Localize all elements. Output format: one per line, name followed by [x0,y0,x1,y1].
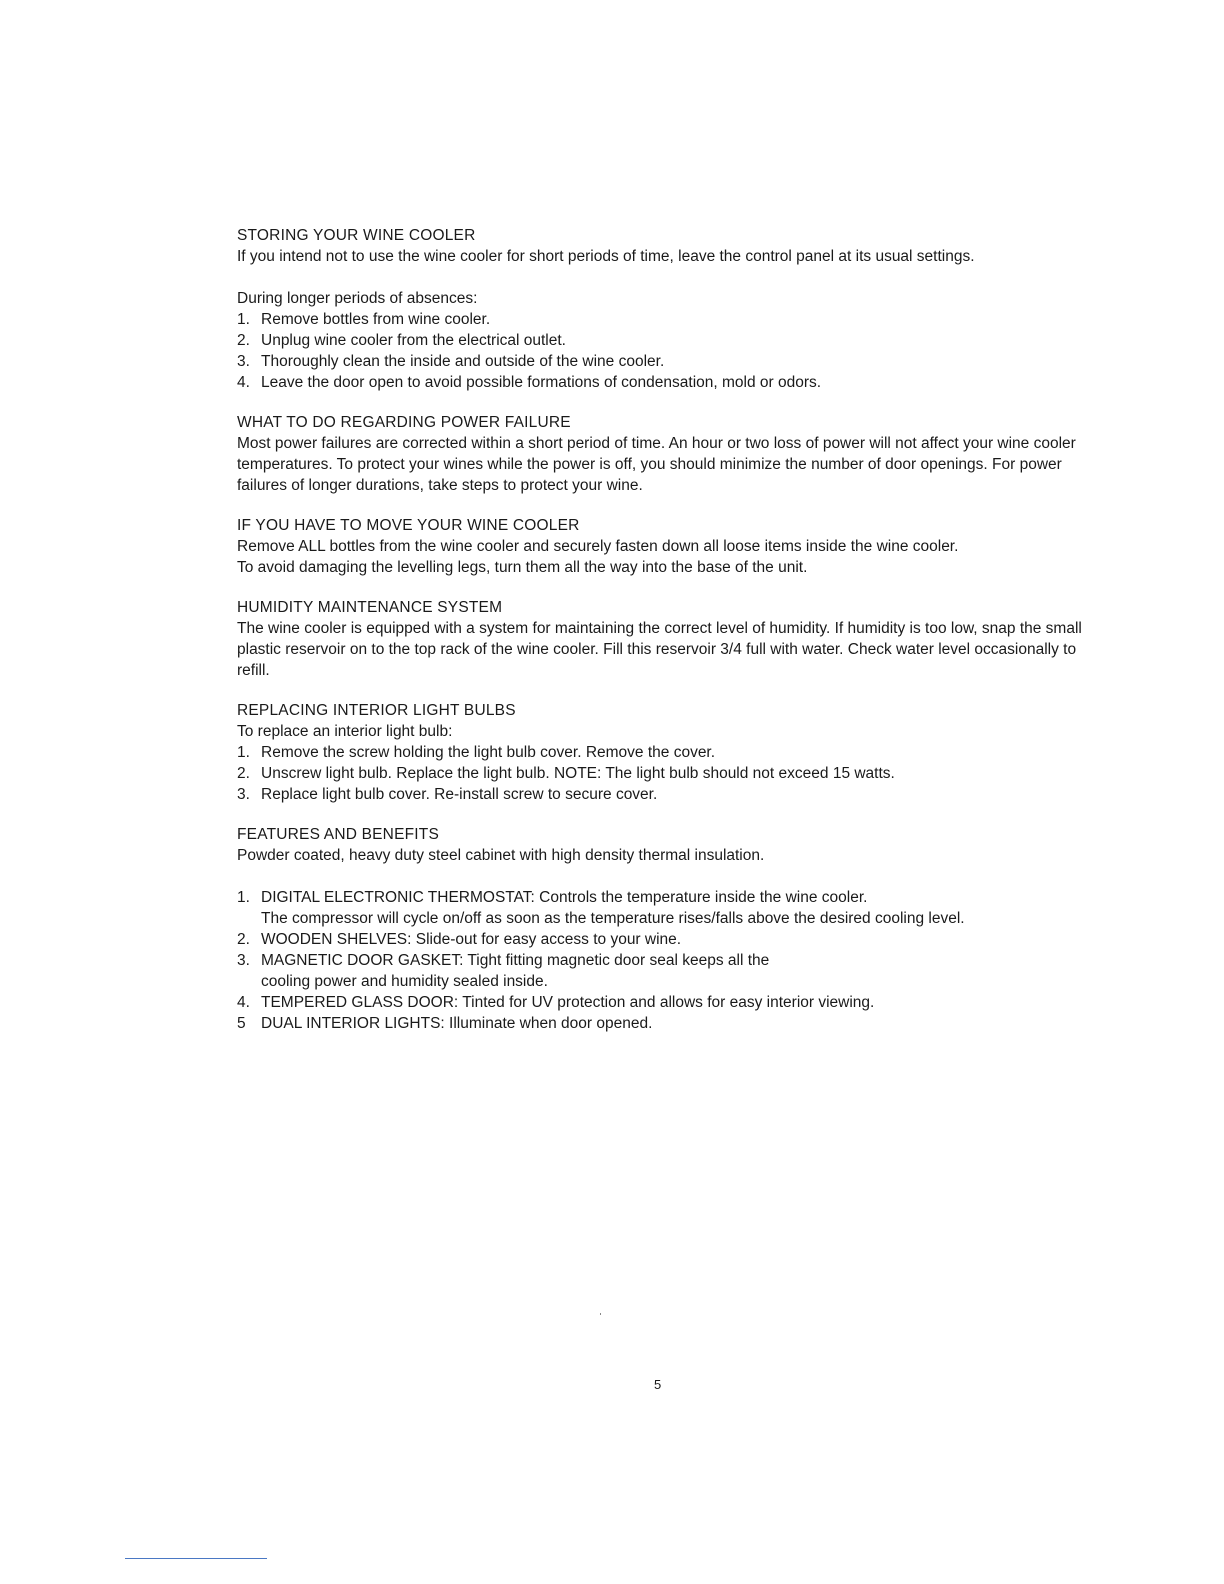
list-item [237,330,1097,351]
list-number: 5 [237,1015,246,1032]
section-humidity [237,597,1097,681]
list-number: 3. [237,786,250,803]
section-heading: HUMIDITY MAINTENANCE SYSTEM [237,599,503,616]
list-number: 1. [237,311,250,328]
list-text: Replace light bulb cover. Re-install screw to secure cover. [261,786,658,803]
section-heading: FEATURES AND BENEFITS [237,826,439,843]
section-heading: STORING YOUR WINE COOLER [237,227,476,244]
section-power-failure [237,412,1097,496]
list-item [237,992,1097,1013]
paragraph: Powder coated, heavy duty steel cabinet with high density thermal insulation. [237,847,765,864]
list-text: MAGNETIC DOOR GASKET: Tight fitting magnetic door seal keeps all the [261,952,770,969]
page-content [237,225,1097,1053]
list-text: DIGITAL ELECTRONIC THERMOSTAT: Controls the temperature inside the wine cooler. [261,889,868,906]
list-item [237,1013,1097,1034]
list-text: The compressor will cycle on/off as soon as the temperature rises/falls above the desired cooling level. [261,910,965,927]
list-number: 2. [237,765,250,782]
list-item [237,372,1097,393]
page-number: 5 [654,1377,662,1392]
list-item [237,351,1097,372]
list-text: Leave the door open to avoid possible formations of condensation, mold or odors. [261,374,822,391]
list-item [237,950,1097,992]
list-item [237,763,1097,784]
paragraph: Remove ALL bottles from the wine cooler and securely fasten down all loose items inside the wine cooler. [237,538,959,555]
paragraph: To replace an interior light bulb: [237,723,453,740]
list-text: DUAL INTERIOR LIGHTS: Illuminate when door opened. [261,1015,653,1032]
scan-speck [600,1313,601,1315]
section-light-bulbs [237,700,1097,805]
section-heading: REPLACING INTERIOR LIGHT BULBS [237,702,516,719]
list-number: 1. [237,889,250,906]
paragraph: If you intend not to use the wine cooler for short periods of time, leave the control panel at its usual settings. [237,248,975,265]
list-number: 4. [237,994,250,1011]
section-heading: WHAT TO DO REGARDING POWER FAILURE [237,414,571,431]
list-item [237,309,1097,330]
list-text: WOODEN SHELVES: Slide-out for easy access to your wine. [261,931,682,948]
section-heading: IF YOU HAVE TO MOVE YOUR WINE COOLER [237,517,580,534]
list-item [237,929,1097,950]
section-features [237,824,1097,1034]
list-item [237,784,1097,805]
paragraph: The wine cooler is equipped with a system for maintaining the correct level of humidity. If humidity is too low, snap the small plastic reservoir on to the top rack of the wine cooler. Fill this reservoir 3/4 full with water. Check water level occasionally to refill. [237,620,1082,679]
list-number: 1. [237,744,250,761]
list-number: 3. [237,952,250,969]
list-text: Remove the screw holding the light bulb cover. Remove the cover. [261,744,716,761]
paragraph: To avoid damaging the levelling legs, turn them all the way into the base of the unit. [237,559,808,576]
paragraph: During longer periods of absences: [237,290,478,307]
list-text: Unscrew light bulb. Replace the light bulb. NOTE: The light bulb should not exceed 15 watts. [261,765,895,782]
list-text: Unplug wine cooler from the electrical outlet. [261,332,566,349]
list-item [237,742,1097,763]
bottom-rule [125,1558,267,1559]
list-text: Thoroughly clean the inside and outside of the wine cooler. [261,353,665,370]
list-text: Remove bottles from wine cooler. [261,311,491,328]
list-text: TEMPERED GLASS DOOR: Tinted for UV protection and allows for easy interior viewing. [261,994,875,1011]
list-number: 3. [237,353,250,370]
list-number: 2. [237,931,250,948]
list-item [237,887,1097,929]
paragraph: Most power failures are corrected within a short period of time. An hour or two loss of power will not affect your wine cooler temperatures. To protect your wines while the power is off, you should minimize the number of door openings. For power failures of longer durations, take steps to protect your wine. [237,435,1076,494]
list-number: 4. [237,374,250,391]
list-number: 2. [237,332,250,349]
section-storing [237,225,1097,393]
list-text: cooling power and humidity sealed inside. [261,973,548,990]
section-moving [237,515,1097,578]
